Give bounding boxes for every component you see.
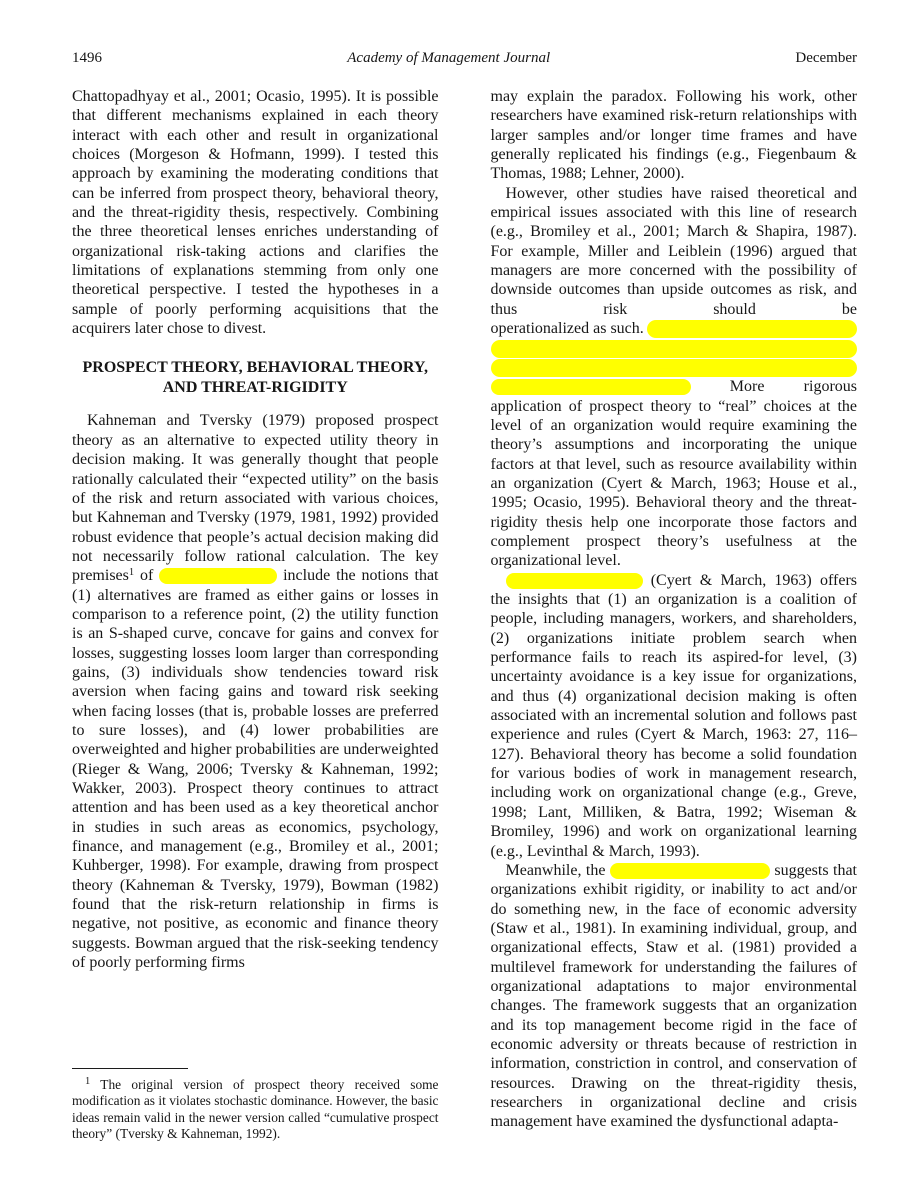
paragraph [491,87,858,184]
footnote-text [72,1077,439,1143]
highlight-redaction [491,340,858,358]
paragraph-text: However, other studies have raised theoretical and empirical issues associated with this line of research (e.g., Bromiley et al., 2001; March & Shapira, 1987). For example, Miller and Leiblein (1996) argued that managers are more concerned with the possibility of downside outcomes than upside outcomes as risk, and thus risk should be [490,184,857,318]
footnote-rule [72,1068,188,1069]
paragraph-text: Chattopadhyay et al., 2001; Ocasio, 1995). It is possible that different mechanisms explained in each theory interact with each other and result in organizational choices (Morgeson & Hofmann, 1999). I tested this approach by examining the moderating conditions that can be inferred from prospect theory, behavioral theory, and the threat-rigidity thesis, respectively. Combining the three theoretical lenses enriches understanding of organizational risk-taking actions and clarifies the limitations of explanations stemming from only one theoretical perspective. I tested the hypotheses in a sample of poorly performing acquisitions that the acquirers later chose to divest. [72,88,439,338]
highlight-redaction [610,863,770,879]
highlight-line [491,319,858,338]
paragraph-text: More rigorous application of prospect theory to “real” choices at the level of an organization would require examining the theory’s assumptions and incorporating the unique factors at that level, such as resource availability within an organization (Cyert & March, 1963; House et al., 1995; Ocasio, 1995). Behavioral theory and the threat-rigidity thesis help one incorporate those factors and complement prospect theory’s usefulness at the organizational level. [490,378,857,570]
highlight-redaction [491,359,858,377]
paragraph [491,377,858,570]
issue-month: December [795,50,857,66]
highlight-redaction [159,568,277,584]
paragraph-text: The original version of prospect theory received some modification as it violates stochastic dominance. However, the basic ideas remain valid in the newer version called “cumulative prospect theory” (Tversky & Kahneman, 1992). [72,1076,439,1142]
paragraph [491,571,858,861]
footnote-marker: 1 [85,1075,91,1087]
running-header [72,50,857,66]
paragraph-text: operationalized as such. [490,320,644,338]
highlight-redaction [506,573,643,589]
paragraph-text: (Cyert & March, 1963) offers the insights that (1) an organization is a coalition of people, including managers, workers, and shareholders, (2) organizations initiate problem search when performance fails to reach its aspired-for level, (3) uncertainty avoidance is a key issue for organizations, and thus (4) organizational decision making is often associated with an incremental solution and follows past experience and rules (Cyert & March, 1963: 27, 116–127). Behavioral theory has become a solid foundation for various bodies of work in management research, including work on organizational change (e.g., Greve, 1998; Lant, Milliken, & Batra, 1992; Wiseman & Bromiley, 1996) and work on organizational learning (e.g., Levinthal & March, 1993). [490,571,857,860]
two-column-body [72,87,857,1143]
paragraph-text: Kahneman and Tversky (1979) proposed prospect theory as an alternative to expected utility theory in decision making. It was generally thought that people rationally calculated their “expected utility” on the basis of the risk and return associated with various choices, but Kahneman and Tversky (1979, 1981, 1992) provided robust evidence that people’s actual decision making did not necessarily follow rational calculation. The key premises [72,412,439,585]
footnote-marker: 1 [128,567,135,579]
paragraph [491,184,858,319]
paragraph-text: include the notions that (1) alternatives are framed as either gains or losses in comparison to a reference point, (2) the utility function is an S-shaped curve, concave for gains and convex for losses, suggesting losses loom larger than corresponding gains, (3) individuals show tendencies toward risk aversion when facing gains and toward risk seeking when facing losses (that is, probable losses are preferred to sure losses), and (4) lower probabilities are overweighted and higher probabilities are underweighted (Rieger & Wang, 2006; Tversky & Kahneman, 1992; Wakker, 2003). Prospect theory continues to attract attention and has been used as a key theoretical anchor in studies in such areas as economics, psychology, finance, and management (e.g., Bromiley et al., 2001; Kuhberger, 1998). For example, drawing from prospect theory (Kahneman & Tversky, 1979), Bowman (1982) found that the risk-return relationship in firms is negative, not positive, as economic and finance theory suggests. Bowman argued that the risk-seeking tendency of poorly performing firms [72,567,439,972]
right-column [491,87,858,1143]
section-heading: PROSPECT THEORY, BEHAVIORAL THEORY, AND THREAT-RIGIDITY [82,359,428,396]
paragraph-text: suggests that organizations exhibit rigidity, or inability to act and/or do something new, in the face of economic adversity (Staw et al., 1981). In examining individual, group, and organizational effects, Staw et al. (1981) provided a multilevel framework for understanding the failures of organizational adaptations to major environmental changes. The framework suggests that an organization and its top management become rigid in the face of economic adversity or threats because of restriction in information, constriction in control, and conservation of resources. Drawing on the threat-rigidity thesis, researchers in organizational decline and crisis management have examined the dysfunctional adapta- [490,861,857,1131]
highlight-redaction [491,379,691,395]
footnote-block [72,1068,439,1143]
paragraph-text: Meanwhile, the [505,861,610,879]
highlight-redaction [647,320,857,338]
paragraph [72,411,439,972]
paragraph-text: of [134,567,160,585]
page-number: 1496 [72,50,102,66]
paragraph [491,861,858,1132]
journal-title: Academy of Management Journal [347,50,551,66]
paragraph-text: may explain the paradox. Following his work, other researchers have examined risk-return relationships with larger samples and/or longer time frames and have generally replicated his findings (e.g., Fiegenbaum & Thomas, 1988; Lehner, 2000). [490,88,857,183]
left-column [72,87,439,1143]
paragraph [72,87,439,338]
